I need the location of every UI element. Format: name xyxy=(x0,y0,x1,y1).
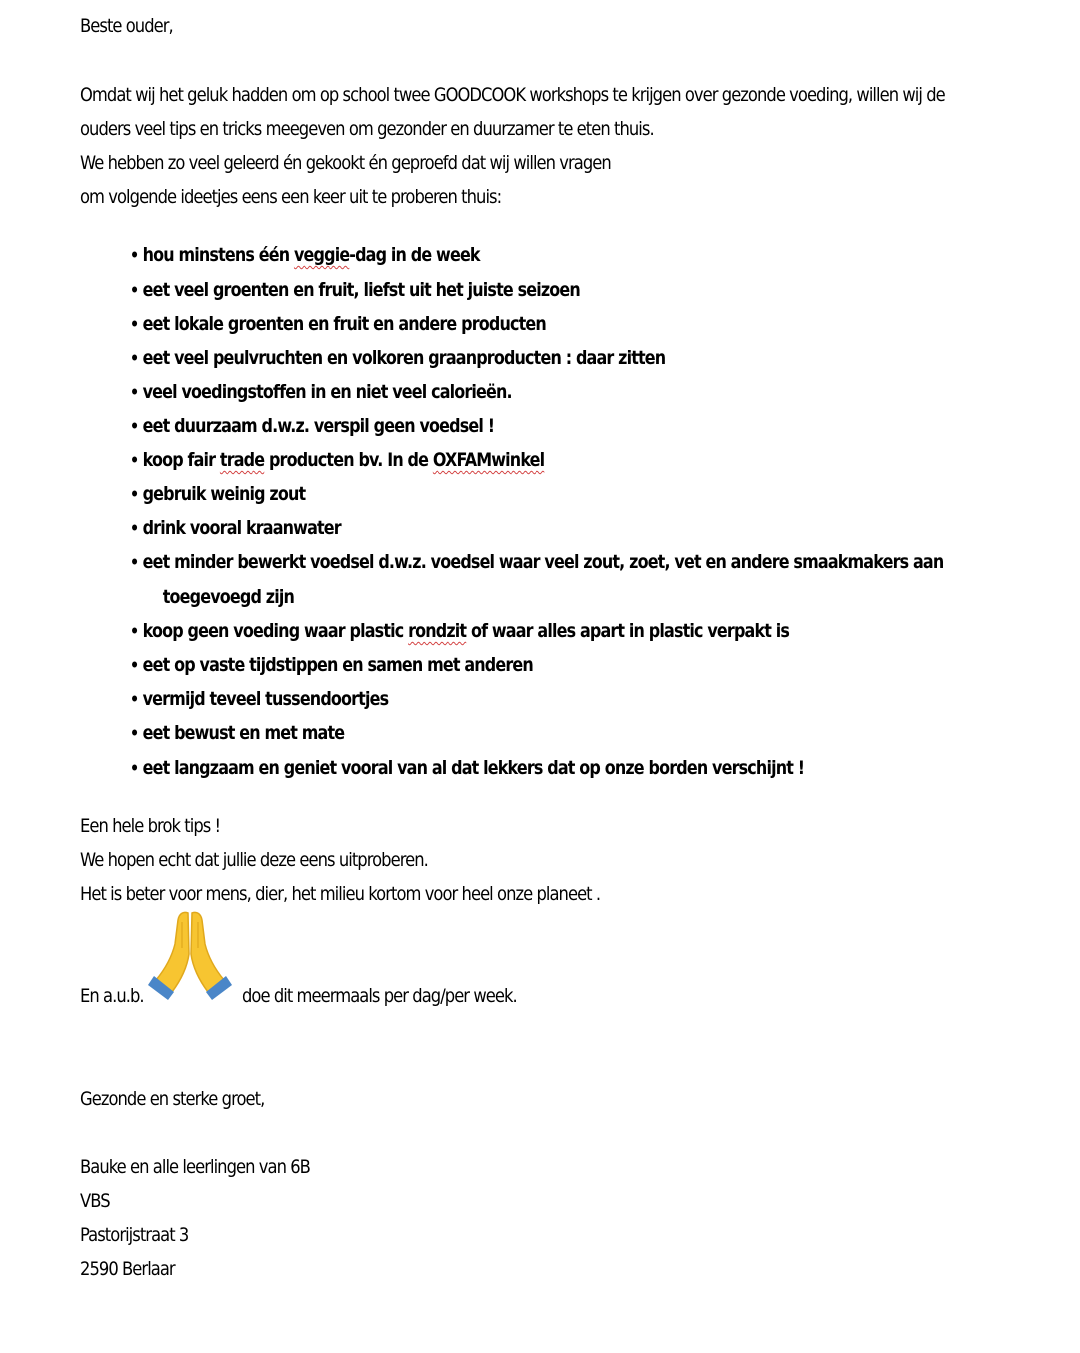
bullet: • xyxy=(130,622,139,642)
tip-item: • eet minder bewerkt voedsel d.w.z. voedsel waar veel zout, zoet, vet en andere smaakmakers aan toegevoegd zijn xyxy=(130,551,944,608)
intro-line: Omdat wij het geluk hadden om op school twee GOODCOOK workshops te krijgen over gezonde voeding, willen wij de xyxy=(80,84,945,106)
bullet: • xyxy=(130,690,139,710)
tip-item: • eet lokale groenten en fruit en andere producten xyxy=(130,313,546,335)
tip-item: • drink vooral kraanwater xyxy=(130,517,341,539)
tip-item: • koop fair trade producten bv. In de OXFAMwinkel xyxy=(130,449,545,471)
tip-item: • eet bewust en met mate xyxy=(130,722,345,744)
bullet: • xyxy=(130,724,139,744)
tip-item: • eet veel groenten en fruit, liefst uit het juiste seizoen xyxy=(130,279,580,301)
signature-line: Bauke en alle leerlingen van 6B xyxy=(80,1156,310,1178)
spellcheck-word: rondzit xyxy=(408,620,467,642)
bullet: • xyxy=(130,246,139,266)
signature-line: 2590 Berlaar xyxy=(80,1258,175,1280)
bullet: • xyxy=(130,349,139,369)
greeting: Beste ouder, xyxy=(80,15,173,37)
spellcheck-word: OXFAMwinkel xyxy=(432,449,545,471)
bullet: • xyxy=(130,281,139,301)
request-after: doe dit meermaals per dag/per week. xyxy=(242,985,517,1007)
signature-line: VBS xyxy=(80,1190,110,1212)
closing-line: Een hele brok tips ! xyxy=(80,815,221,837)
tip-item: • gebruik weinig zout xyxy=(130,483,306,505)
tip-item: • vermijd teveel tussendoortjes xyxy=(130,688,389,710)
tip-item: • eet op vaste tijdstippen en samen met anderen xyxy=(130,654,533,676)
bullet: • xyxy=(130,485,139,505)
bullet: • xyxy=(130,519,139,539)
closing-line: Het is beter voor mens, dier, het milieu kortom voor heel onze planeet . xyxy=(80,883,601,905)
spellcheck-word: veggie xyxy=(293,244,350,266)
bullet: • xyxy=(130,553,139,573)
tip-item: • veel voedingstoffen in en niet veel calorieën. xyxy=(130,381,512,403)
bullet: • xyxy=(130,656,139,676)
request-before: En a.u.b. xyxy=(80,985,144,1007)
spellcheck-word: trade xyxy=(219,449,265,471)
bullet: • xyxy=(130,759,139,779)
bullet: • xyxy=(130,315,139,335)
bullet: • xyxy=(130,451,139,471)
tip-item: • eet langzaam en geniet vooral van al dat lekkers dat op onze borden verschijnt ! xyxy=(130,757,805,779)
closing-line: We hopen echt dat jullie deze eens uitproberen. xyxy=(80,849,428,871)
tip-item: • hou minstens één veggie-dag in de week xyxy=(130,244,480,266)
sign-off: Gezonde en sterke groet, xyxy=(80,1088,265,1110)
folded-hands-icon xyxy=(148,910,232,1002)
tip-item: • koop geen voeding waar plastic rondzit of waar alles apart in plastic verpakt is xyxy=(130,620,790,642)
intro-line: We hebben zo veel geleerd én gekookt én geproefd dat wij willen vragen xyxy=(80,152,611,174)
tip-continuation: toegevoegd zijn xyxy=(162,586,295,608)
bullet: • xyxy=(130,383,139,403)
intro-line: om volgende ideetjes eens een keer uit te proberen thuis: xyxy=(80,186,502,208)
intro-line: ouders veel tips en tricks meegeven om gezonder en duurzamer te eten thuis. xyxy=(80,118,654,140)
bullet: • xyxy=(130,417,139,437)
tip-item: • eet duurzaam d.w.z. verspil geen voedsel ! xyxy=(130,415,495,437)
tip-item: • eet veel peulvruchten en volkoren graanproducten : daar zitten xyxy=(130,347,666,369)
signature-line: Pastorijstraat 3 xyxy=(80,1224,189,1246)
